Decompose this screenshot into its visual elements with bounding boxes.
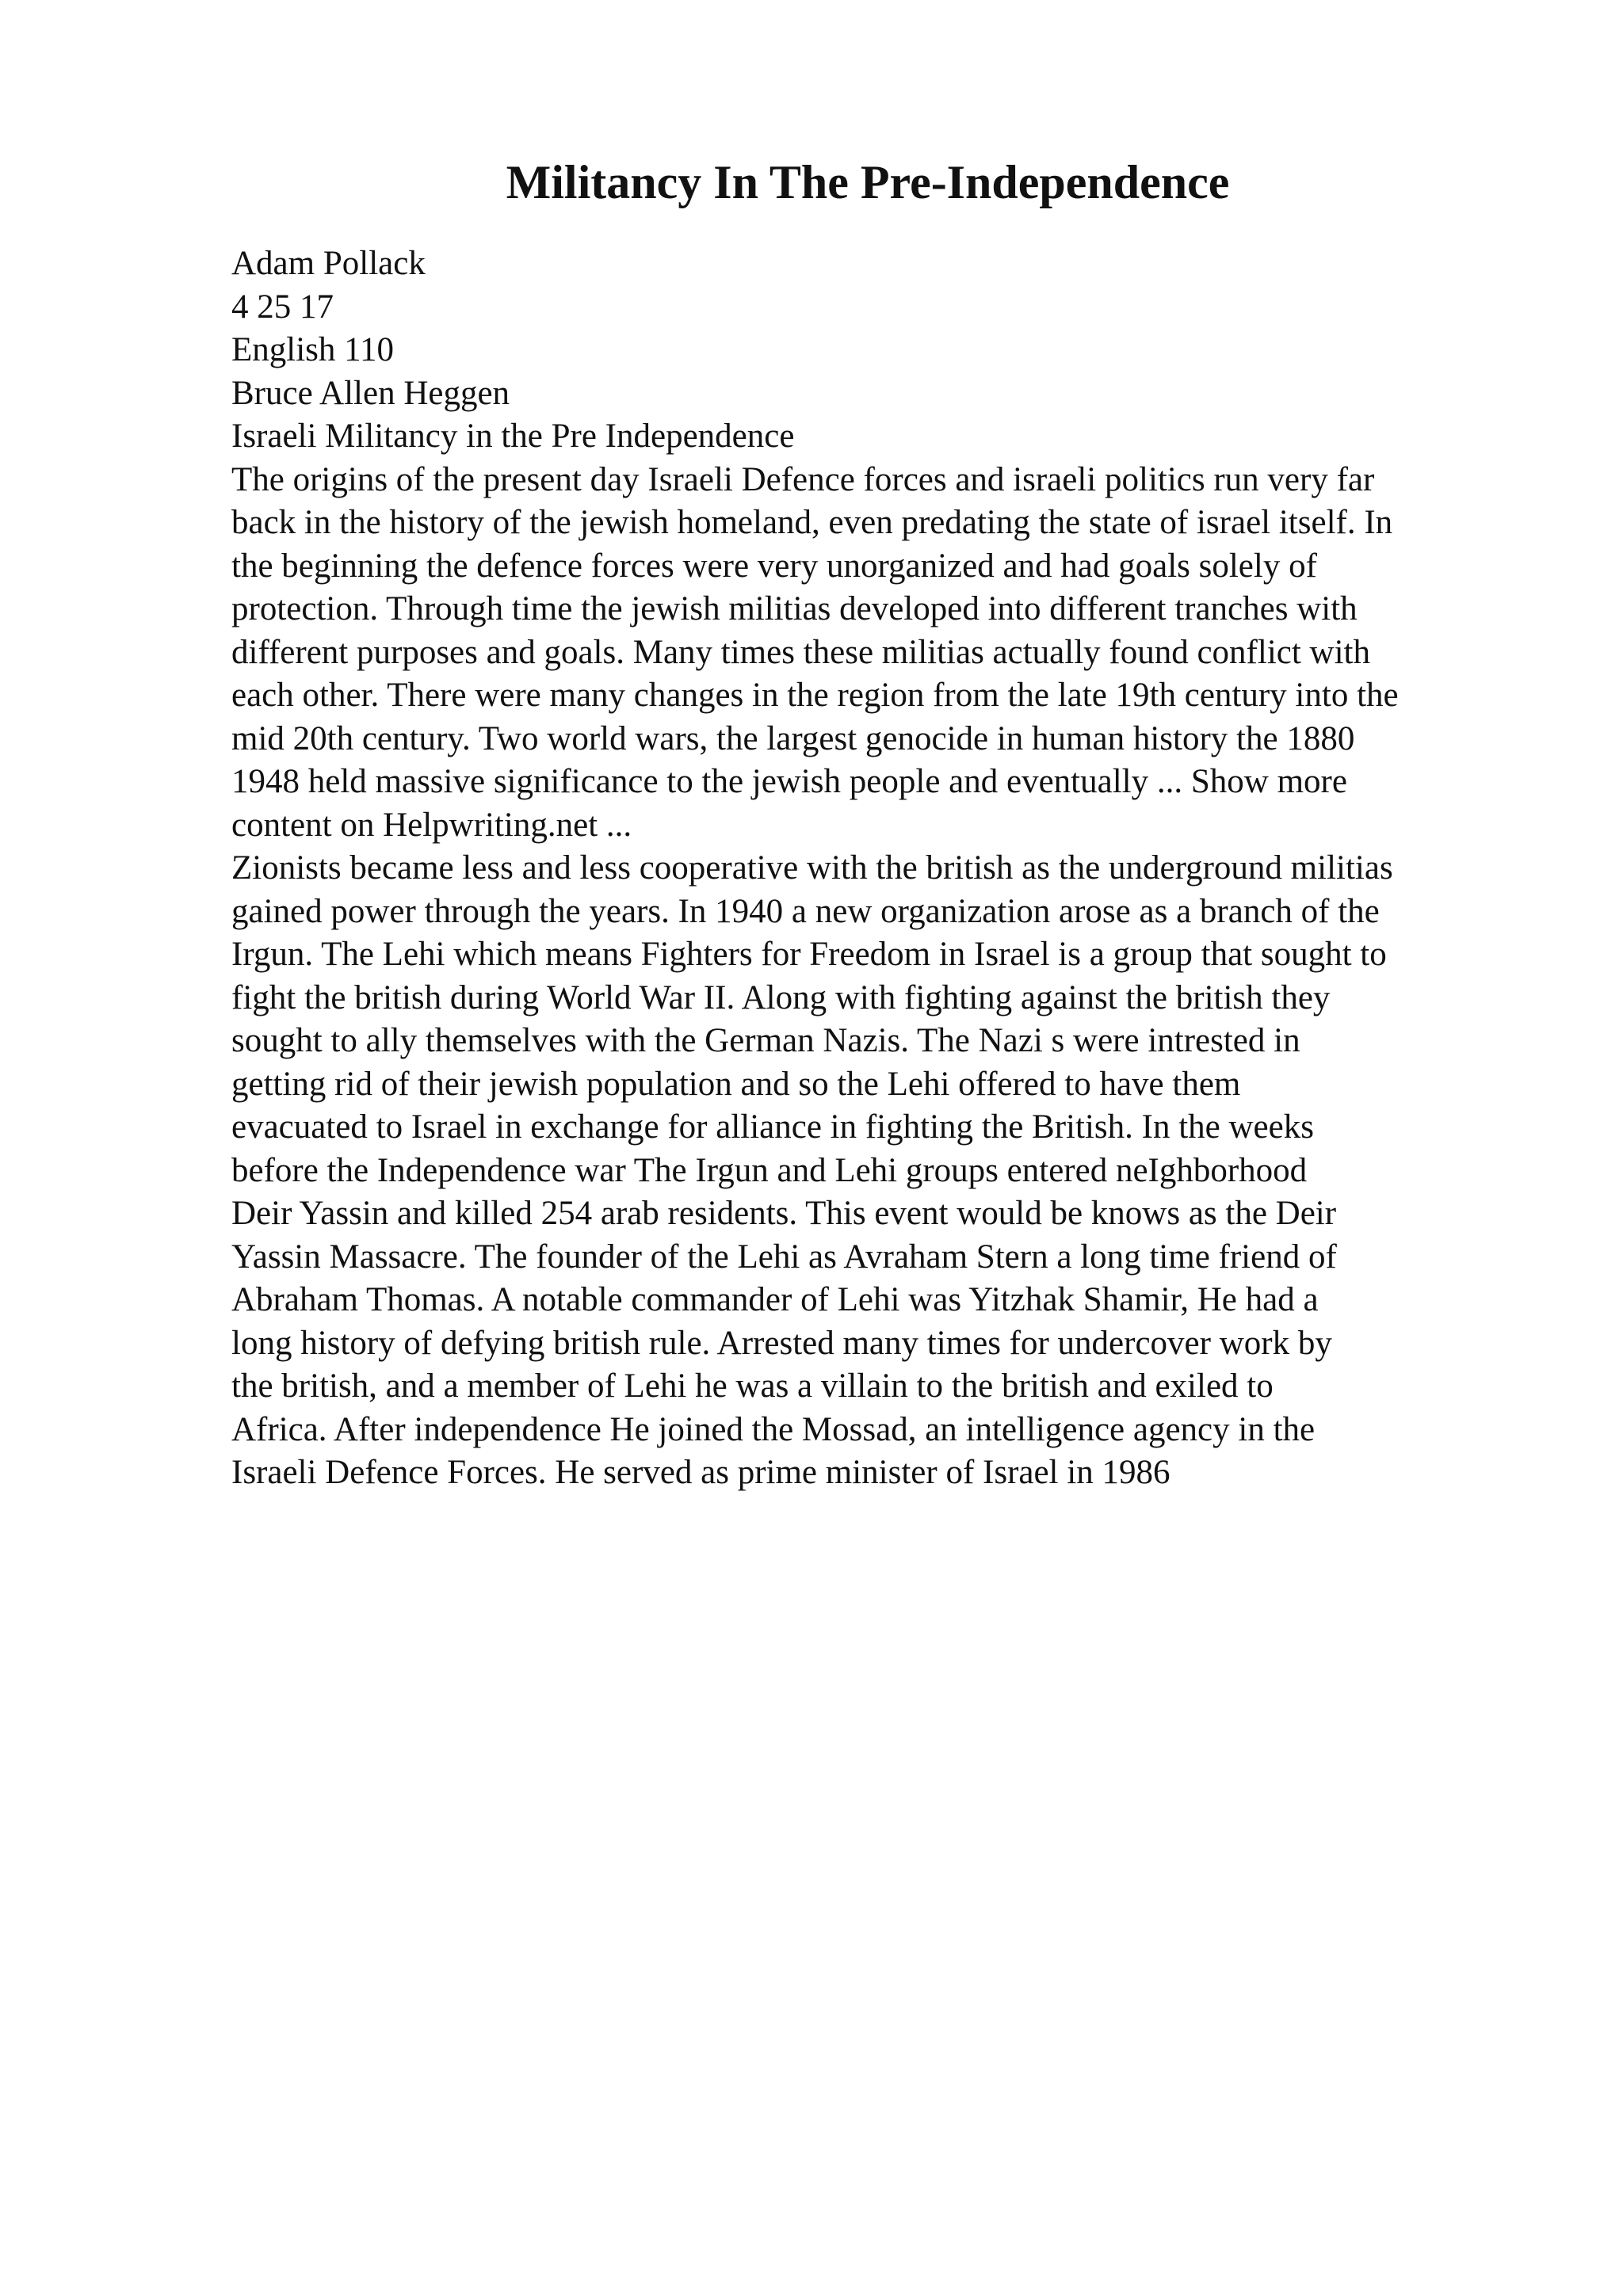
text-line: content on Helpwriting.net ... [231,806,632,844]
paragraph-1 [231,459,1523,848]
text-line: 1948 held massive significance to the jewish people and eventually ... Show more [231,763,1347,800]
text-line: sought to ally themselves with the German Nazis. The Nazi s were intrested in [231,1022,1300,1059]
text-line: protection. Through time the jewish militias developed into different tranches with [231,590,1358,627]
header-block [231,242,1523,459]
text-line: Deir Yassin and killed 254 arab residents. This event would be knows as the Deir [231,1195,1337,1232]
text-line: the beginning the defence forces were very unorganized and had goals solely of [231,547,1317,585]
text-line: Africa. After independence He joined the Mossad, an intelligence agency in the [231,1410,1316,1448]
text-line: mid 20th century. Two world wars, the largest genocide in human history the 1880 [231,719,1355,757]
text-line: long history of defying british rule. Arrested many times for undercover work by [231,1324,1332,1362]
essay-subtitle: Israeli Militancy in the Pre Independence [231,418,795,455]
instructor-line: Bruce Allen Heggen [231,374,510,412]
text-line: the british, and a member of Lehi he was a villain to the british and exiled to [231,1367,1274,1405]
author-name: Adam Pollack [231,245,426,282]
text-line: The origins of the present day Israeli Defence forces and israeli politics run very far [231,460,1375,498]
course-line: English 110 [231,331,395,368]
text-line: Zionists became less and less cooperative with the british as the underground militias [231,849,1393,887]
paragraph-2 [231,847,1523,1495]
text-line: Irgun. The Lehi which means Fighters for Freedom in Israel is a group that sought to [231,936,1387,973]
text-line: getting rid of their jewish population and so the Lehi offered to have them [231,1065,1241,1103]
text-line: Israeli Defence Forces. He served as prime minister of Israel in 1986 [231,1454,1170,1491]
text-line: Abraham Thomas. A notable commander of Lehi was Yitzhak Shamir, He had a [231,1281,1319,1318]
text-line: gained power through the years. In 1940 a new organization arose as a branch of the [231,892,1380,930]
text-line: Yassin Massacre. The founder of the Lehi as Avraham Stern a long time friend of [231,1238,1337,1276]
document-body [231,242,1523,1495]
text-line: different purposes and goals. Many times these militias actually found conflict with [231,633,1370,671]
text-line: each other. There were many changes in the region from the late 19th century into the [231,677,1399,714]
text-line: evacuated to Israel in exchange for alliance in fighting the British. In the weeks [231,1108,1314,1146]
text-line: back in the history of the jewish homeland, even predating the state of israel itself. In [231,504,1393,541]
text-line: before the Independence war The Irgun and Lehi groups entered neIghborhood [231,1151,1308,1189]
date-line: 4 25 17 [231,288,334,326]
document-title: Militancy In The Pre-Independence [506,156,1230,208]
text-line: fight the british during World War II. Along with fighting against the british they [231,978,1331,1016]
